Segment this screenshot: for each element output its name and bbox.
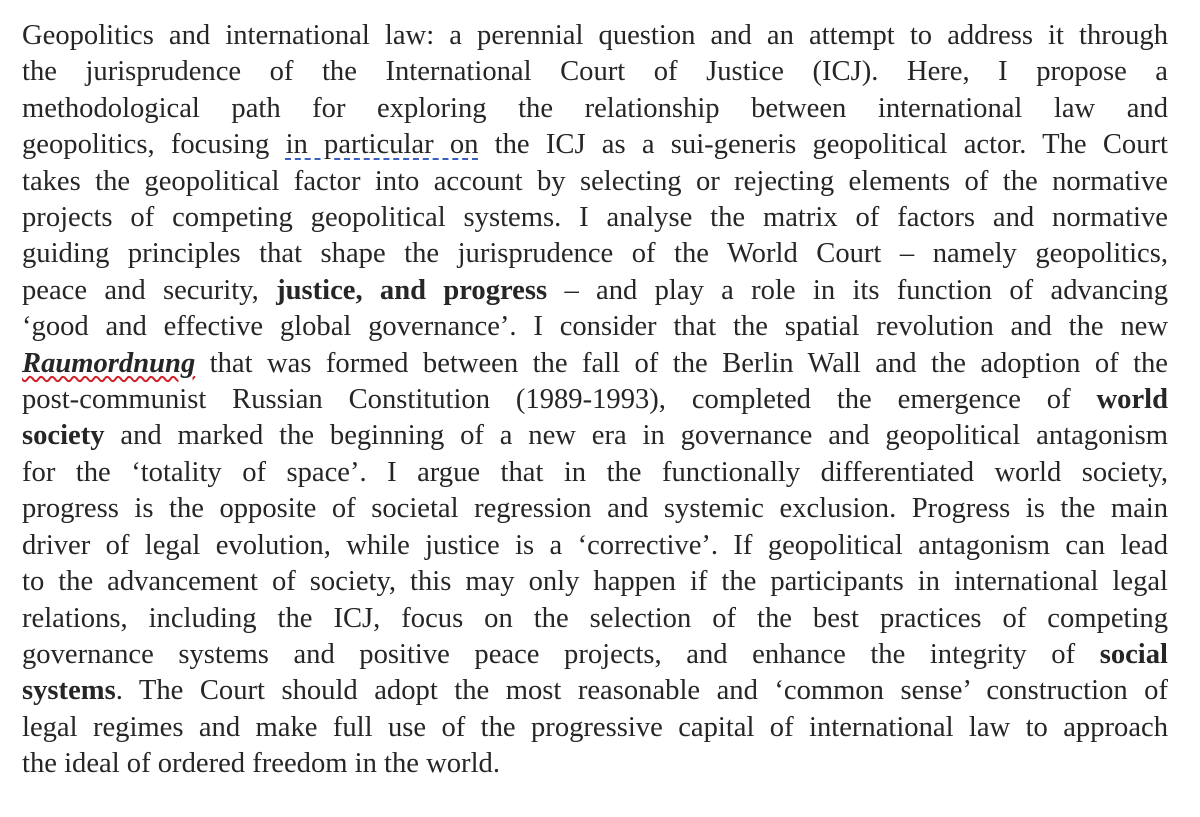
text-line	[22, 273, 1168, 309]
text-line	[22, 673, 1168, 709]
text-line	[22, 309, 1168, 345]
text-line	[22, 418, 1168, 454]
text-run: the jurisprudence of the International Court of Justice (ICJ). Here, I propose a	[22, 56, 1168, 88]
emphasis-text: justice, and progress	[276, 274, 548, 306]
text-line	[22, 18, 1168, 54]
text-line	[22, 564, 1168, 600]
text-run: the ideal of ordered freedom in the world.	[22, 748, 500, 780]
emphasis-text: Raumordnung	[22, 347, 196, 379]
text-run: post-communist Russian Constitution (1989-1993), completed the emergence of	[22, 384, 1097, 416]
text-line	[22, 491, 1168, 527]
text-line	[22, 236, 1168, 272]
text-line	[22, 382, 1168, 418]
text-line	[22, 54, 1168, 90]
text-run: – and play a role in its function of advancing	[547, 274, 1169, 306]
text-run: progress is the opposite of societal regression and systemic exclusion. Progress is the main	[22, 493, 1168, 525]
text-line	[22, 164, 1168, 200]
text-line	[22, 91, 1168, 127]
text-line	[22, 200, 1168, 236]
emphasis-text: social	[1099, 638, 1168, 670]
text-run: geopolitics, focusing	[22, 129, 286, 161]
text-line	[22, 746, 1168, 782]
emphasis-text: systems	[22, 675, 116, 707]
text-run: driver of legal evolution, while justice is a ‘corrective’. If geopolitical antagonism can lead	[22, 529, 1168, 561]
text-run: legal regimes and make full use of the progressive capital of international law to approach	[22, 711, 1168, 743]
text-run: guiding principles that shape the jurisprudence of the World Court – namely geopolitics,	[22, 238, 1168, 270]
text-run: and marked the beginning of a new era in governance and geopolitical antagonism	[104, 420, 1168, 452]
text-run: governance systems and positive peace projects, and enhance the integrity of	[22, 638, 1100, 670]
text-run: for the ‘totality of space’. I argue that in the functionally differentiated world society,	[22, 456, 1168, 488]
text-run: that was formed between the fall of the Berlin Wall and the adoption of the	[195, 347, 1168, 379]
text-run: methodological path for exploring the relationship between international law and	[22, 92, 1168, 124]
text-line	[22, 346, 1168, 382]
marked-text: in particular on	[285, 129, 479, 161]
document-page	[22, 18, 1168, 783]
text-run: peace and security,	[22, 274, 277, 306]
abstract-paragraph	[22, 18, 1168, 783]
text-line	[22, 455, 1168, 491]
text-run: Geopolitics and international law: a perennial question and an attempt to address it through	[22, 20, 1168, 51]
text-run: projects of competing geopolitical systems. I analyse the matrix of factors and normative	[22, 202, 1168, 234]
emphasis-text: world	[1096, 384, 1168, 416]
text-run: . The Court should adopt the most reasonable and ‘common sense’ construction of	[115, 675, 1168, 707]
text-line	[22, 637, 1168, 673]
emphasis-text: society	[22, 420, 105, 452]
text-line	[22, 601, 1168, 637]
text-line	[22, 710, 1168, 746]
text-line	[22, 528, 1168, 564]
text-run: takes the geopolitical factor into account by selecting or rejecting elements of the normative	[22, 165, 1168, 197]
text-line	[22, 127, 1168, 163]
text-run: the ICJ as a sui-generis geopolitical actor. The Court	[478, 129, 1168, 161]
text-run: relations, including the ICJ, focus on the selection of the best practices of competing	[22, 602, 1168, 634]
text-run: ‘good and effective global governance’. I consider that the spatial revolution and the new	[22, 311, 1168, 343]
text-run: to the advancement of society, this may only happen if the participants in international legal	[22, 566, 1168, 598]
